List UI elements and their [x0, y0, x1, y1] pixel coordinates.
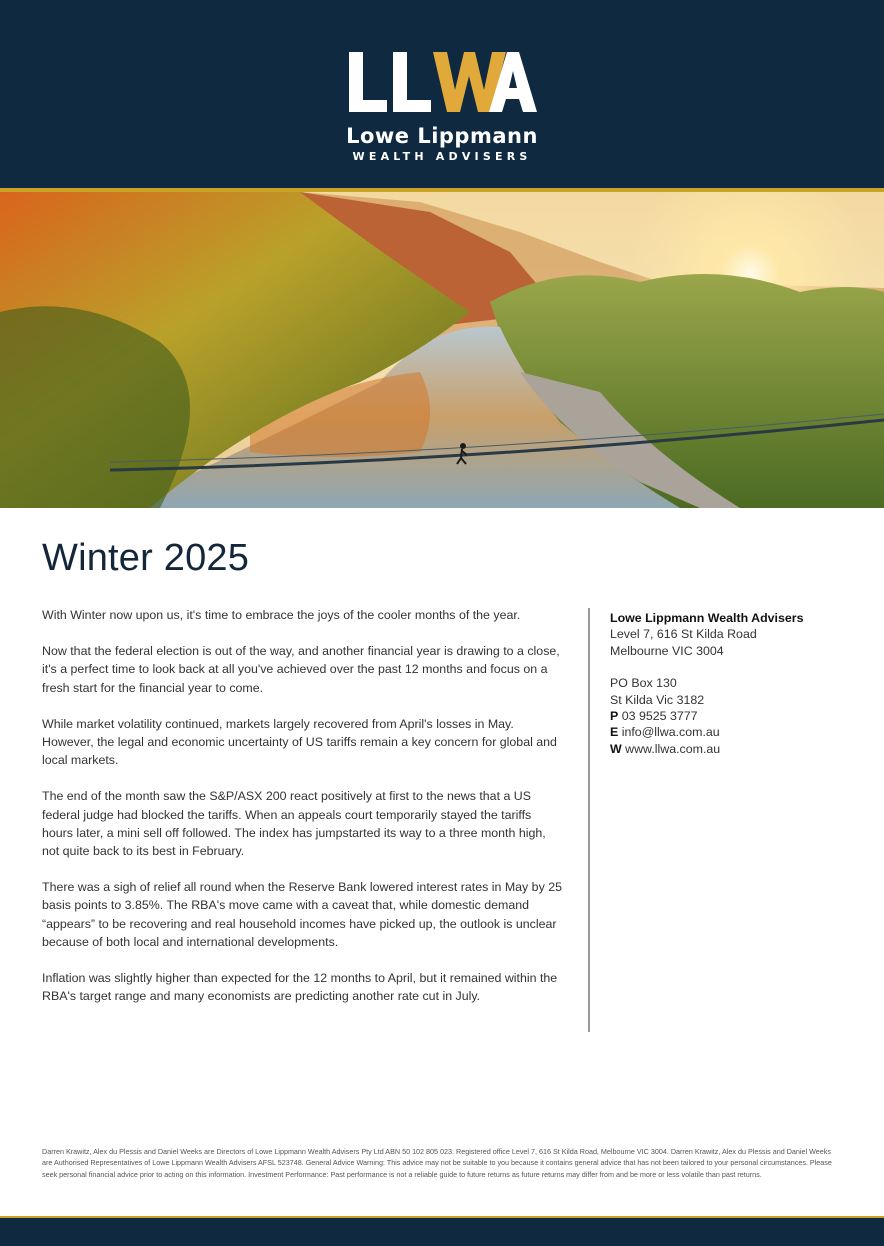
firm-name: Lowe Lippmann Wealth Advisers	[610, 611, 804, 625]
website-link[interactable]: www.llwa.com.au	[625, 741, 721, 756]
footer-bar	[0, 1218, 884, 1246]
paragraph: Inflation was slightly higher than expected for the 12 months to April, but it remained within the RBA's target range and many economists are predicting another rate cut in July.	[42, 971, 558, 1004]
email-line: E info@llwa.com.au	[610, 725, 720, 740]
paragraph: With Winter now upon us, it's time to embrace the joys of the cooler months of the year.	[42, 608, 521, 622]
phone-line: P 03 9525 3777	[610, 709, 698, 724]
paragraph: The end of the month saw the S&P/ASX 200 react positively at first to the news that a US federal judge had blocked the tariffs. When an appeals court temporarily stayed the tariffs hours later, a mini sell off followed. The index has jumpstarted its way to a three month high, not quite back to its best in February.	[42, 789, 546, 859]
phone-number[interactable]: 03 9525 3777	[621, 709, 698, 724]
page-title: Winter 2025	[42, 537, 250, 579]
email-link[interactable]: info@llwa.com.au	[621, 725, 720, 740]
address-line: Level 7, 616 St Kilda Road	[610, 627, 757, 642]
masthead	[0, 0, 884, 188]
llwa-logo-mark	[347, 50, 537, 114]
paragraph: While market volatility continued, markets largely recovered from April's losses in May. However, the legal and economic uncertainty of US tariffs remain a key concern for global and local markets.	[42, 716, 557, 768]
address-line: Melbourne VIC 3004	[610, 643, 724, 658]
hero-image	[0, 192, 884, 508]
disclaimer: Darren Krawitz, Alex du Plessis and Daniel Weeks are Directors of Lowe Lippmann Wealth Advisers Pty Ltd ABN 50 102 805 023. Registered office Level 7, 616 St Kilda Road, Melbourne VIC 3004. Darren Krawitz, Alex du Plessis and Daniel Weeks are Authorised Representatives of Lowe Lippmann Wealth Advisers AFSL 523748. General Advice Warning: This advice may not be suitable to you because it contains general advice that has not been tailored to your personal circumstances. Please seek personal financial advice prior to acting on this information. Investment Performance: Past performance is not a reliable guide to future returns as future returns may differ from and be more or less volatile than past returns.	[42, 1147, 832, 1179]
brand-name: Lowe Lippmann	[346, 124, 538, 148]
column-divider	[588, 608, 590, 1032]
logo	[0, 50, 884, 163]
po-city: St Kilda Vic 3182	[610, 692, 705, 707]
landscape-illustration	[0, 192, 884, 508]
po-box: PO Box 130	[610, 676, 677, 691]
web-line: W www.llwa.com.au	[610, 741, 721, 756]
brand-subtitle: WEALTH ADVISERS	[352, 150, 532, 163]
contact-block	[610, 610, 870, 757]
paragraph: There was a sigh of relief all round when the Reserve Bank lowered interest rates in May by 25 basis points to 3.85%. The RBA's move came with a caveat that, while domestic demand “appears” to be recovering and real household incomes have picked up, the outlook is unclear because of both local and international developments.	[42, 880, 562, 949]
article-body	[42, 606, 562, 1023]
paragraph: Now that the federal election is out of the way, and another financial year is drawing to a close, it's a perfect time to look back at all you've achieved over the past 12 months and focus on a fresh start for the financial year to come.	[42, 644, 560, 695]
